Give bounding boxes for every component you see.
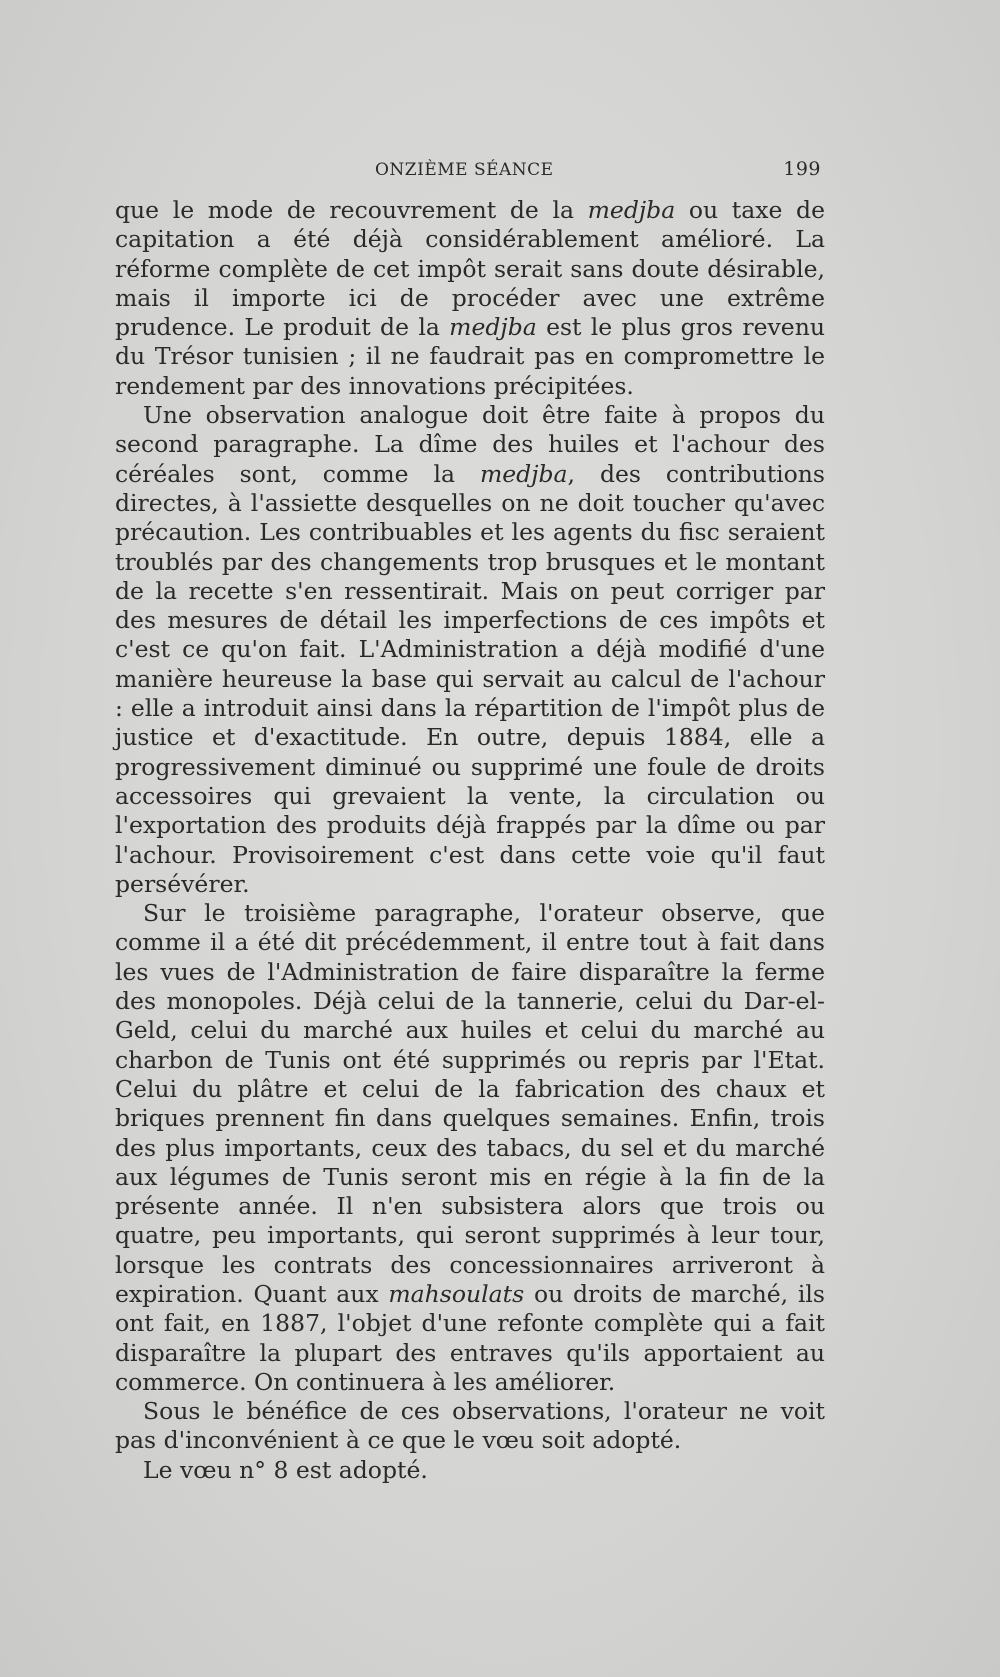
italic-term: mahsoulats bbox=[388, 1279, 525, 1308]
running-title: ONZIÈME SÉANCE bbox=[375, 160, 554, 180]
italic-term: medjba bbox=[479, 459, 568, 488]
italic-term: medjba bbox=[587, 196, 676, 224]
page-number: 199 bbox=[783, 158, 821, 180]
page-header bbox=[115, 158, 821, 184]
paragraph-troisieme-paragraphe: Sur le troisième paragraphe, l'orateur observe, que comme il a été dit précédemment, il entre tout à fait dans les vues de l'Administration de faire disparaître la ferme des monopoles. Déjà celui de la tannerie, celui du Dar-el-Geld, celui du marché aux huiles et celui du marché au charbon de Tunis ont été supprimés ou repris par l'Etat. Celui du plâtre et celui de la fabrication des chaux et briques prennent fin dans quelques semaines. Enfin, trois des plus importants, ceux des tabacs, du sel et du marché aux légumes de Tunis seront mis en régie à la fin de la présente année. Il n'en subsistera alors que trois ou quatre, peu importants, qui seront supprimés à leur tour, lorsque les contrats des concessionnaires arriveront à expiration. Quant aux mahsoulats ou droits de marché, ils ont fait, en 1887, l'objet d'une refonte complète qui a fait disparaître la plupart des entraves qu'ils apportaient au commerce. On continuera à les améliorer. bbox=[115, 899, 825, 1396]
paragraph-medjba-recouvrement: que le mode de recouvrement de la medjba ou taxe de capitation a été déjà considérablement amélioré. La réforme complète de cet impôt serait sans doute désirable, mais il importe ici de procéder avec une extrême prudence. Le produit de la medjba est le plus gros revenu du Trésor tunisien ; il ne faudrait pas en compromettre le rendement par des innovations précipitées. bbox=[115, 196, 825, 400]
body-text bbox=[115, 196, 825, 1485]
paragraph-voeu-adopte: Le vœu n° 8 est adopté. bbox=[143, 1455, 428, 1484]
paragraph-observations: Sous le bénéfice de ces observations, l'orateur ne voit pas d'inconvénient à ce que le vœu soit adopté. bbox=[115, 1397, 825, 1455]
paragraph-second-paragraphe: Une observation analogue doit être faite à propos du second paragraphe. La dîme des huiles et l'achour des céréales sont, comme la medjba, des contributions directes, à l'assiette desquelles on ne doit toucher qu'avec précaution. Les contribuables et les agents du fisc seraient troublés par des changements trop brusques et le montant de la recette s'en ressentirait. Mais on peut corriger par des mesures de détail les imperfections de ces impôts et c'est ce qu'on fait. L'Administration a déjà modifié d'une manière heureuse la base qui servait au calcul de l'achour : elle a introduit ainsi dans la répartition de l'impôt plus de justice et d'exactitude. En outre, depuis 1884, elle a progressivement diminué ou supprimé une foule de droits accessoires qui grevaient la vente, la circulation ou l'exportation des produits déjà frappés par la dîme ou par l'achour. Provisoirement c'est dans cette voie qu'il faut persévérer. bbox=[115, 401, 825, 898]
italic-term: medjba bbox=[449, 313, 537, 342]
